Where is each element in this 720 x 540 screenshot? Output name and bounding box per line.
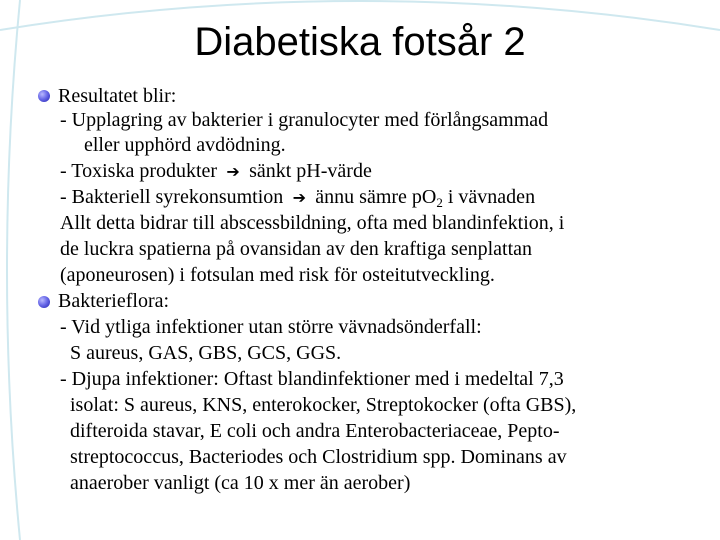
bullet1-line4 xyxy=(60,185,535,209)
bullet2-label: Bakterieflora: xyxy=(58,290,170,312)
bullet2-line6: streptococcus, Bacteriodes och Clostridium spp. Dominans av xyxy=(70,446,567,468)
bullet1-line4-subscript: 2 xyxy=(436,195,443,210)
bullet2-line5: difteroida stavar, E coli och andra Enterobacteriaceae, Pepto- xyxy=(70,420,560,442)
bullet2-line1: - Vid ytliga infektioner utan större vävnadsönderfall: xyxy=(60,316,482,338)
bullet1-line4-text-a: - Bakteriell syrekonsumtion xyxy=(60,186,284,208)
bullet1-line6: de luckra spatierna på ovansidan av den kraftiga senplattan xyxy=(60,238,533,260)
bullet2-line3: - Djupa infektioner: Oftast blandinfektioner med i medeltal 7,3 xyxy=(60,368,564,390)
bullet2-line7: anaerober vanligt (ca 10 x mer än aerober) xyxy=(70,472,411,494)
bullet1-line4-text-b: ännu sämre pO xyxy=(315,186,437,208)
bullet-dot-1 xyxy=(38,90,50,102)
bullet-dot-2 xyxy=(38,296,50,308)
bullet1-line4-text-c: i vävnaden xyxy=(442,186,536,208)
bullet2-line4: isolat: S aureus, KNS, enterokocker, Streptokocker (ofta GBS), xyxy=(70,394,577,416)
slide-title: Diabetiska fotsår 2 xyxy=(194,20,526,64)
bullet1-label: Resultatet blir: xyxy=(58,85,177,107)
right-arrow-icon: ➔ xyxy=(292,188,306,207)
bullet2-line2: S aureus, GAS, GBS, GCS, GGS. xyxy=(70,342,342,364)
bullet1-line2: eller upphörd avdödning. xyxy=(84,134,286,156)
bullet1-line7: (aponeurosen) i fotsulan med risk för osteitutveckling. xyxy=(60,264,495,286)
bullet1-line3-text-b: sänkt pH-värde xyxy=(249,160,372,182)
right-arrow-icon: ➔ xyxy=(226,162,240,181)
bullet1-line3 xyxy=(60,159,372,183)
bullet1-line5: Allt detta bidrar till abscessbildning, ofta med blandinfektion, i xyxy=(60,212,565,234)
bullet1-line1: - Upplagring av bakterier i granulocyter med förlångsammad xyxy=(60,109,549,131)
bullet1-line3-text-a: - Toxiska produkter xyxy=(60,160,218,182)
